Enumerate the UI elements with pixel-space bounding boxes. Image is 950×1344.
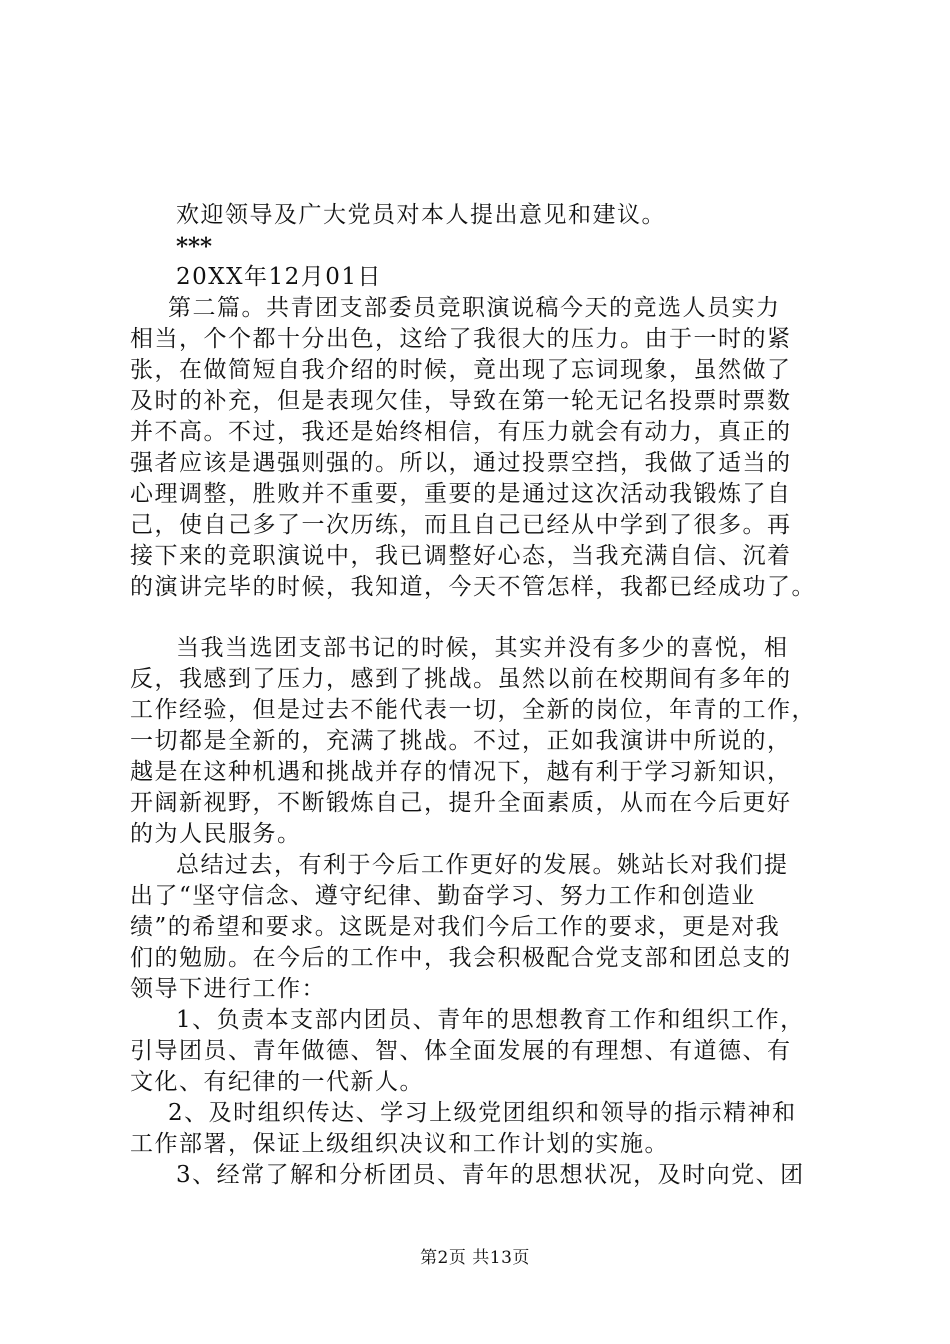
text-line: 当我当选团支部书记的时候，其实并没有多少的喜悦，相: [176, 635, 789, 661]
text-line: 相当，个个都十分出色，这给了我很大的压力。由于一时的紧: [130, 326, 792, 352]
paragraph-gap: [130, 603, 850, 633]
text-line: 心理调整，胜败并不重要，重要的是通过这次活动我锻炼了自: [130, 481, 792, 507]
text-line: 一切都是全新的，充满了挑战。不过，正如我演讲中所说的，: [130, 728, 792, 754]
text-line: 张，在做简短自我介绍的时候，竟出现了忘词现象，虽然做了: [130, 357, 792, 383]
text-line: 反，我感到了压力，感到了挑战。虽然以前在校期间有多年的: [130, 666, 792, 692]
text-line: 总结过去，有利于今后工作更好的发展。姚站长对我们提: [176, 852, 789, 878]
text-line: 工作经验，但是过去不能代表一切，全新的岗位，年青的工作，: [130, 697, 816, 723]
text-line: 工作部署，保证上级组织决议和工作计划的实施。: [130, 1131, 669, 1157]
text-line: 2、及时组织传达、学习上级党团组织和领导的指示精神和: [168, 1100, 797, 1126]
text-line: 引导团员、青年做德、智、体全面发展的有理想、有道德、有: [130, 1038, 792, 1064]
text-line: 20XX年12月01日: [176, 264, 383, 290]
text-line: 3、经常了解和分析团员、青年的思想状况，及时向党、团: [176, 1162, 805, 1188]
text-line: 并不高。不过，我还是始终相信，有压力就会有动力，真正的: [130, 419, 792, 445]
text-line: 文化、有纪律的一代新人。: [130, 1069, 424, 1095]
page-footer: 第2页 共13页: [420, 1248, 530, 1268]
text-line: 强者应该是遇强则强的。所以，通过投票空挡，我做了适当的: [130, 450, 792, 476]
text-line: 们的勉励。在今后的工作中，我会积极配合党支部和团总支的: [130, 945, 792, 971]
text-line: 及时的补充，但是表现欠佳，导致在第一轮无记名投票时票数: [130, 388, 792, 414]
text-line: 出了“坚守信念、遵守纪律、勤奋学习、努力工作和创造业: [130, 883, 756, 909]
text-line: 欢迎领导及广大党员对本人提出意见和建议。: [176, 202, 666, 228]
text-line: 开阔新视野，不断锻炼自己，提升全面素质，从而在今后更好: [130, 790, 792, 816]
text-line: 第二篇。共青团支部委员竞职演说稿今天的竞选人员实力: [168, 295, 781, 321]
text-line: ***: [176, 233, 213, 260]
text-line: 绩”的希望和要求。这既是对我们今后工作的要求，更是对我: [130, 914, 781, 940]
text-line: 越是在这种机遇和挑战并存的情况下，越有利于学习新知识，: [130, 759, 792, 785]
document-body: [130, 200, 850, 1191]
text-line: 己，使自己多了一次历练，而且自己已经从中学到了很多。再: [130, 512, 792, 538]
text-line: 领导下进行工作：: [130, 976, 326, 1002]
text-line: 的演讲完毕的时候，我知道，今天不管怎样，我都已经成功了。: [130, 574, 816, 600]
text-line: 的为人民服务。: [130, 821, 302, 847]
text-line: 接下来的竞职演说中，我已调整好心态，当我充满自信、沉着: [130, 543, 792, 569]
text-line: 1、负责本支部内团员、青年的思想教育工作和组织工作，: [176, 1007, 805, 1033]
